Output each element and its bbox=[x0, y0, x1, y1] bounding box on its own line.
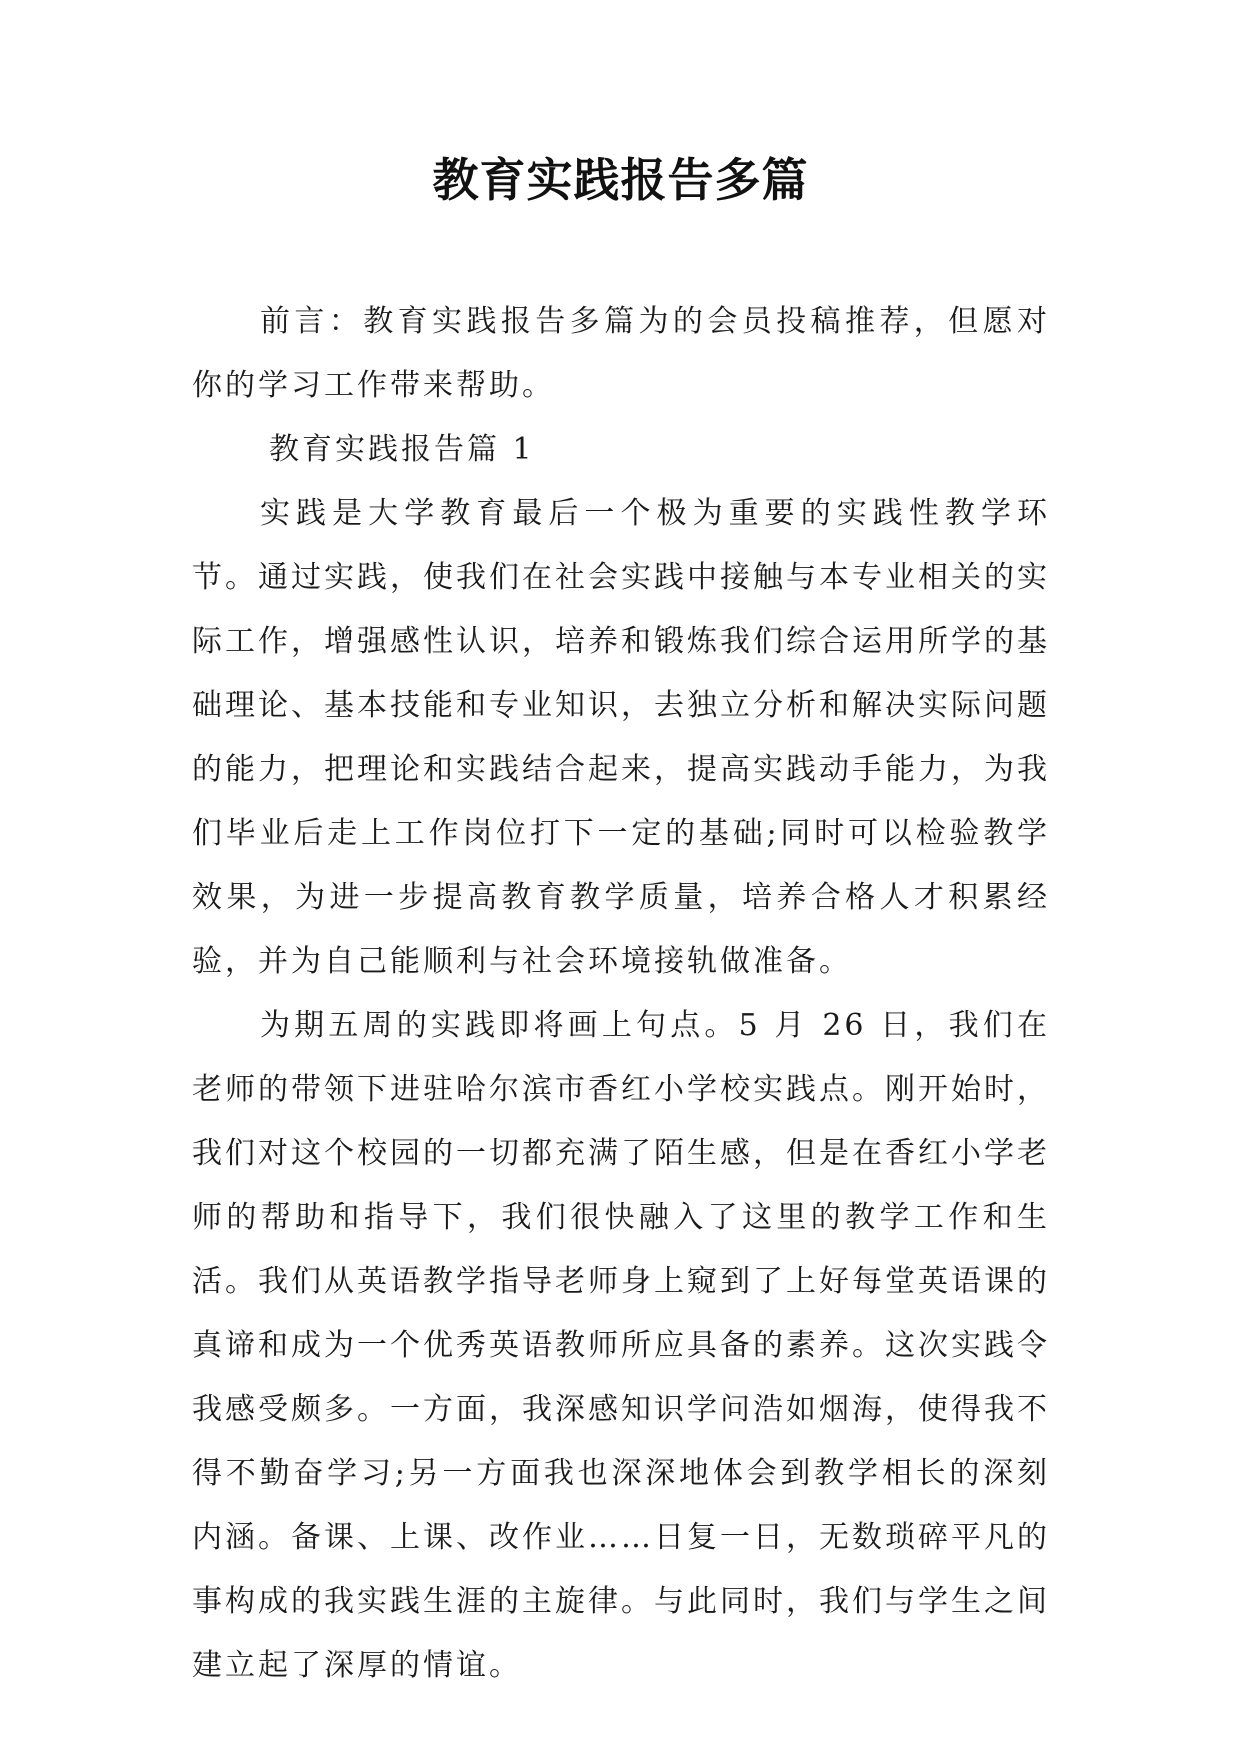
document-body bbox=[192, 290, 1050, 1698]
section-heading: 教育实践报告篇 1 bbox=[269, 432, 535, 467]
body-paragraph-1: 实践是大学教育最后一个极为重要的实践性教学环节。通过实践，使我们在社会实践中接触与本专业相关的实际工作，增强感性认识，培养和锻炼我们综合运用所学的基础理论、基本技能和专业知识，去独立分析和解决实际问题的能力，把理论和实践结合起来，提高实践动手能力，为我们毕业后走上工作岗位打下一定的基础;同时可以检验教学效果，为进一步提高教育教学质量，培养合格人才积累经验，并为自己能顺利与社会环境接轨做准备。 bbox=[192, 496, 1050, 979]
preface-paragraph: 前言：教育实践报告多篇为的会员投稿推荐，但愿对你的学习工作带来帮助。 bbox=[192, 304, 1050, 403]
document-title: 教育实践报告多篇 bbox=[432, 153, 809, 207]
body-paragraph-2: 为期五周的实践即将画上句点。5 月 26 日，我们在老师的带领下进驻哈尔滨市香红小学校实践点。刚开始时，我们对这个校园的一切都充满了陌生感，但是在香红小学老师的帮助和指导下，我们很快融入了这里的教学工作和生活。我们从英语教学指导老师身上窥到了上好每堂英语课的真谛和成为一个优秀英语教师所应具备的素养。这次实践令我感受颇多。一方面，我深感知识学问浩如烟海，使得我不得不勤奋学习;另一方面我也深深地体会到教学相长的深刻内涵。备课、上课、改作业……日复一日，无数琐碎平凡的事构成的我实践生涯的主旋律。与此同时，我们与学生之间建立起了深厚的情谊。 bbox=[192, 1008, 1050, 1683]
